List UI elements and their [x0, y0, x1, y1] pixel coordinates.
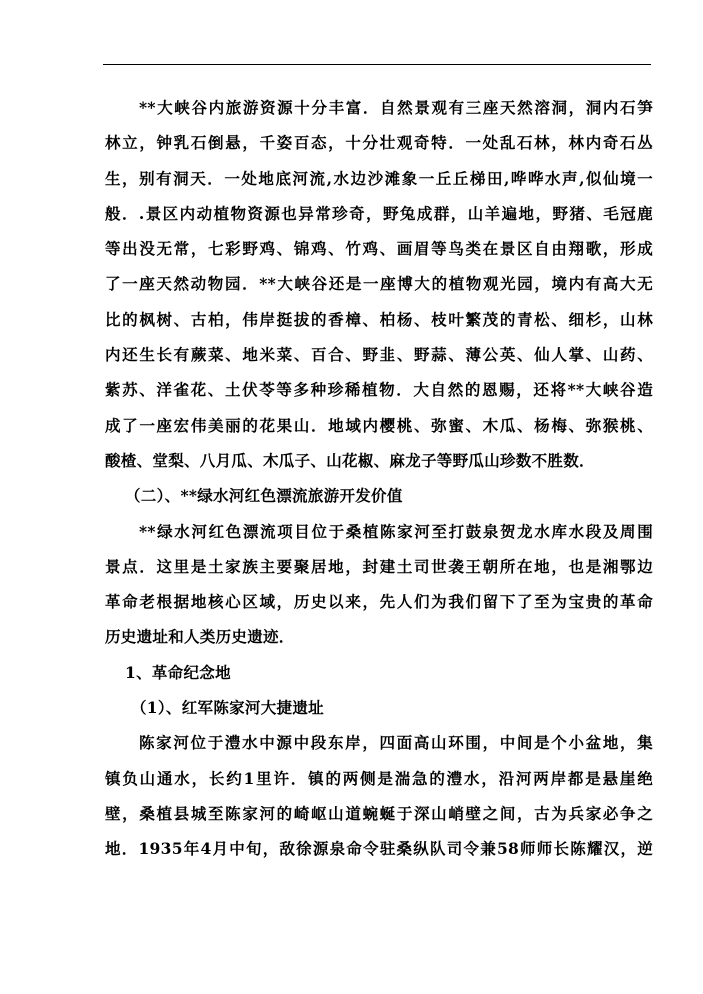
text-line: 镇负山通水，长约1里许．镇的两侧是湍急的澧水，沿河两岸都是悬崖绝 [105, 768, 653, 788]
text-line: 紫苏、洋雀花、土伏苓等多种珍稀植物．大自然的恩赐，还将**大峡谷造 [105, 380, 653, 400]
text-line: 景点．这里是土家族主要聚居地，封建土司世袭王朝所在地，也是湘鄂边 [105, 556, 653, 576]
text-line: 陈家河位于澧水中源中段东岸，四面高山环围，中间是个小盆地，集 [139, 733, 653, 753]
text-line: 历史遗址和人类历史遗迹． [105, 627, 295, 647]
text-line: 内还生长有蕨菜、地米菜、百合、野韭、野蒜、薄公英、仙人掌、山药、 [105, 345, 653, 365]
text-line: 生，别有洞天．一处地底河流,水边沙滩象一丘丘梯田,哗哗水声,似仙境一 [105, 168, 653, 188]
text-line: 酸楂、堂梨、八月瓜、木瓜子、山花椒、麻龙子等野瓜山珍数不胜数． [105, 450, 595, 470]
text-line: 了一座天然动物园．**大峡谷还是一座博大的植物观光园，境内有高大无 [105, 274, 653, 294]
subsubsection-heading: （1）、红军陈家河大捷遗址 [131, 698, 324, 718]
text-line: 比的枫树、古柏，伟岸挺拔的香樟、柏杨、枝叶繁茂的青松、细杉，山林 [105, 309, 653, 329]
text-line: 地．1935年4月中旬，敌徐源泉命令驻桑纵队司令兼58师师长陈耀汉，逆 [105, 839, 653, 859]
text-line: 般．.景区内动植物资源也异常珍奇，野兔成群，山羊遍地，野猪、毛冠鹿 [105, 203, 653, 223]
text-line: 壁，桑植县城至陈家河的崎岖山道蜿蜒于深山峭壁之间，古为兵家必争之 [105, 803, 653, 823]
text-line: 林立，钟乳石倒悬，千姿百态，十分壮观奇特．一处乱石林，林内奇石丛 [105, 133, 653, 153]
text-line: 革命老根据地核心区域，历史以来，先人们为我们留下了至为宝贵的革命 [105, 592, 653, 612]
header-rule [103, 64, 651, 65]
text-line: **大峡谷内旅游资源十分丰富．自然景观有三座天然溶洞，洞内石笋 [139, 98, 653, 117]
text-line: **绿水河红色漂流项目位于桑植陈家河至打鼓泉贺龙水库水段及周围 [139, 521, 653, 541]
subsection-heading: 1、革命纪念地 [125, 662, 231, 682]
document-body [105, 90, 653, 867]
text-line: 成了一座宏伟美丽的花果山．地域内樱桃、弥蜜、木瓜、杨梅、弥猴桃、 [105, 415, 653, 435]
text-line: 等出没无常，七彩野鸡、锦鸡、竹鸡、画眉等鸟类在景区自由翔歌，形成 [105, 239, 653, 259]
section-heading: （二）、**绿水河红色漂流旅游开发价值 [125, 486, 403, 506]
